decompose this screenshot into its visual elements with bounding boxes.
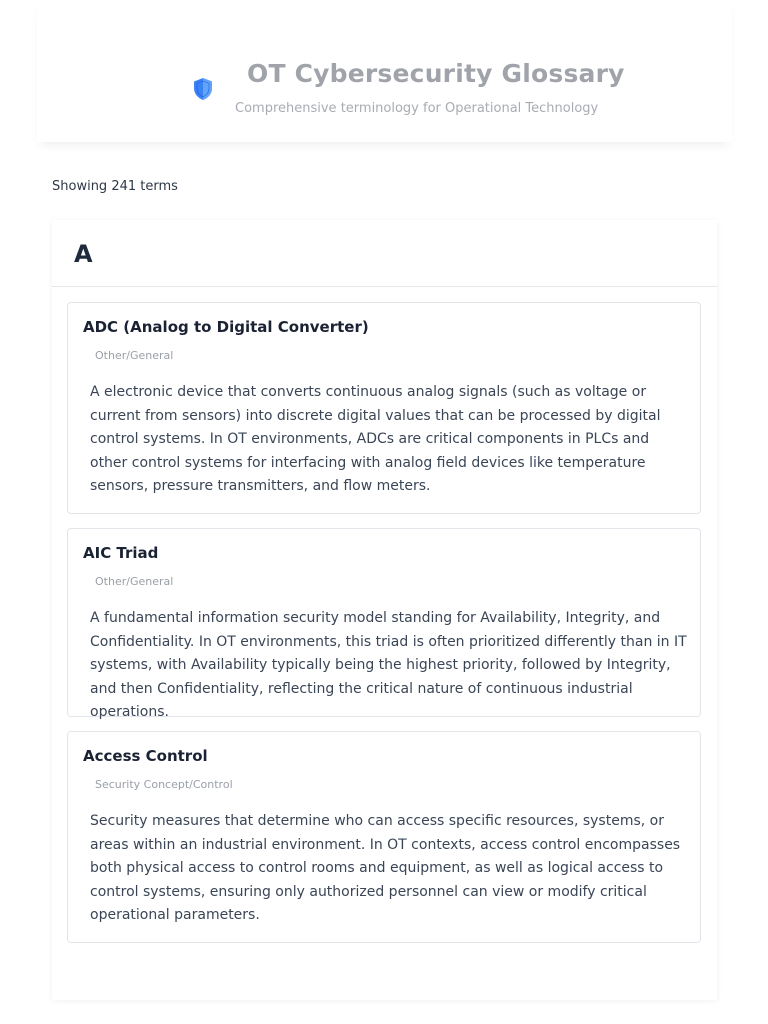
letter-section-a [52,220,717,1000]
results-count: Showing 241 terms [52,179,178,194]
shield-icon [192,77,214,101]
term-title: ADC (Analog to Digital Converter) [83,318,369,336]
term-category: Other/General [95,349,174,362]
term-category: Other/General [95,575,174,588]
term-category: Security Concept/Control [95,778,233,791]
term-card [67,731,701,943]
section-letter: A [74,240,93,268]
page-title: OT Cybersecurity Glossary [247,59,625,88]
term-description: Security measures that determine who can access specific resources, systems, or areas within an industrial environment. In OT contexts, access control encompasses both physical access to control rooms and equipment, as well as logical access to control systems, ensuring only authorized personnel can view or modify critical operational parameters. [90,813,681,924]
term-card [67,528,701,721]
page-subtitle: Comprehensive terminology for Operational Technology [235,101,599,116]
term-card [67,302,701,514]
term-title: Access Control [83,747,208,765]
term-title: AIC Triad [83,544,159,562]
section-header [52,220,717,287]
term-description: A electronic device that converts continuous analog signals (such as voltage or current from sensors) into discrete digital values that can be processed by digital control systems. In OT environments, ADCs are critical components in PLCs and other control systems for interfacing with analog field devices like temperature sensors, pressure transmitters, and flow meters. [90,384,661,495]
header [37,0,732,142]
term-description: A fundamental information security model standing for Availability, Integrity, and Confidentiality. In OT environments, this triad is often prioritized differently than in IT systems, with Availability typically being the highest priority, followed by Integrity, and then Confidentiality, reflecting the critical nature of continuous industrial operations. [90,610,687,721]
